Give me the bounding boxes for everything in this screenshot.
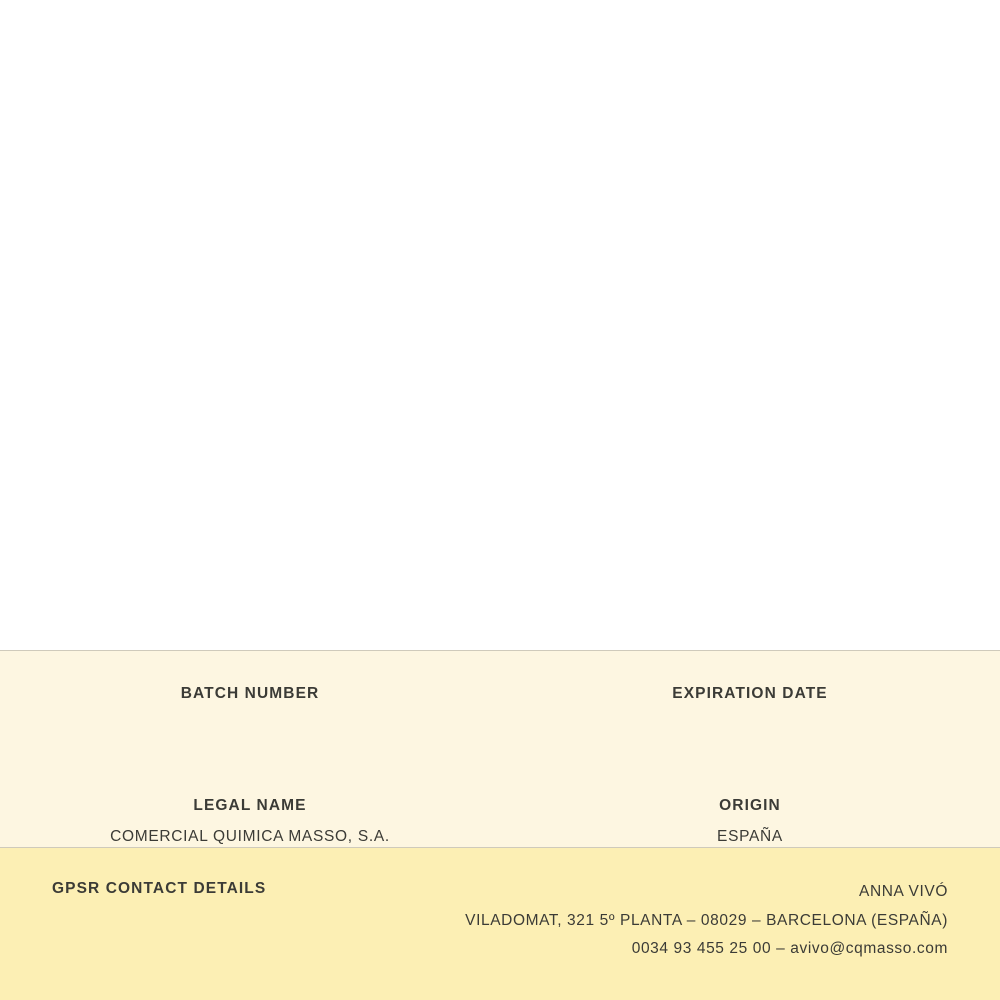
product-info-band xyxy=(0,650,1000,848)
expiration-date-label: EXPIRATION DATE xyxy=(672,685,828,702)
expiration-date-value xyxy=(510,705,990,715)
origin-value: ESPAÑA xyxy=(717,828,783,846)
legal-name-value: COMERCIAL QUIMICA MASSO, S.A. xyxy=(110,828,390,846)
batch-number-value xyxy=(10,705,490,715)
legal-name-label: LEGAL NAME xyxy=(193,796,307,814)
gpsr-contact-phone-email: 0034 93 455 25 00 – avivo@cqmasso.com xyxy=(631,940,948,958)
origin-label: ORIGIN xyxy=(719,796,781,814)
gpsr-contact-title: GPSR CONTACT DETAILS xyxy=(52,880,267,897)
batch-number-label: BATCH NUMBER xyxy=(180,685,320,702)
product-info-row-bottom xyxy=(0,777,1000,848)
gpsr-contact-band xyxy=(0,848,1000,1000)
field-batch-number xyxy=(0,669,500,715)
field-expiration-date xyxy=(500,669,1000,715)
field-origin xyxy=(500,777,1000,848)
field-legal-name xyxy=(0,777,500,848)
gpsr-contact-address: VILADOMAT, 321 5º PLANTA – 08029 – BARCELONA (ESPAÑA) xyxy=(465,911,948,929)
gpsr-contact-name: ANNA VIVÓ xyxy=(859,883,948,900)
gpsr-contact-lines xyxy=(465,878,948,964)
product-info-row-top xyxy=(0,669,1000,715)
